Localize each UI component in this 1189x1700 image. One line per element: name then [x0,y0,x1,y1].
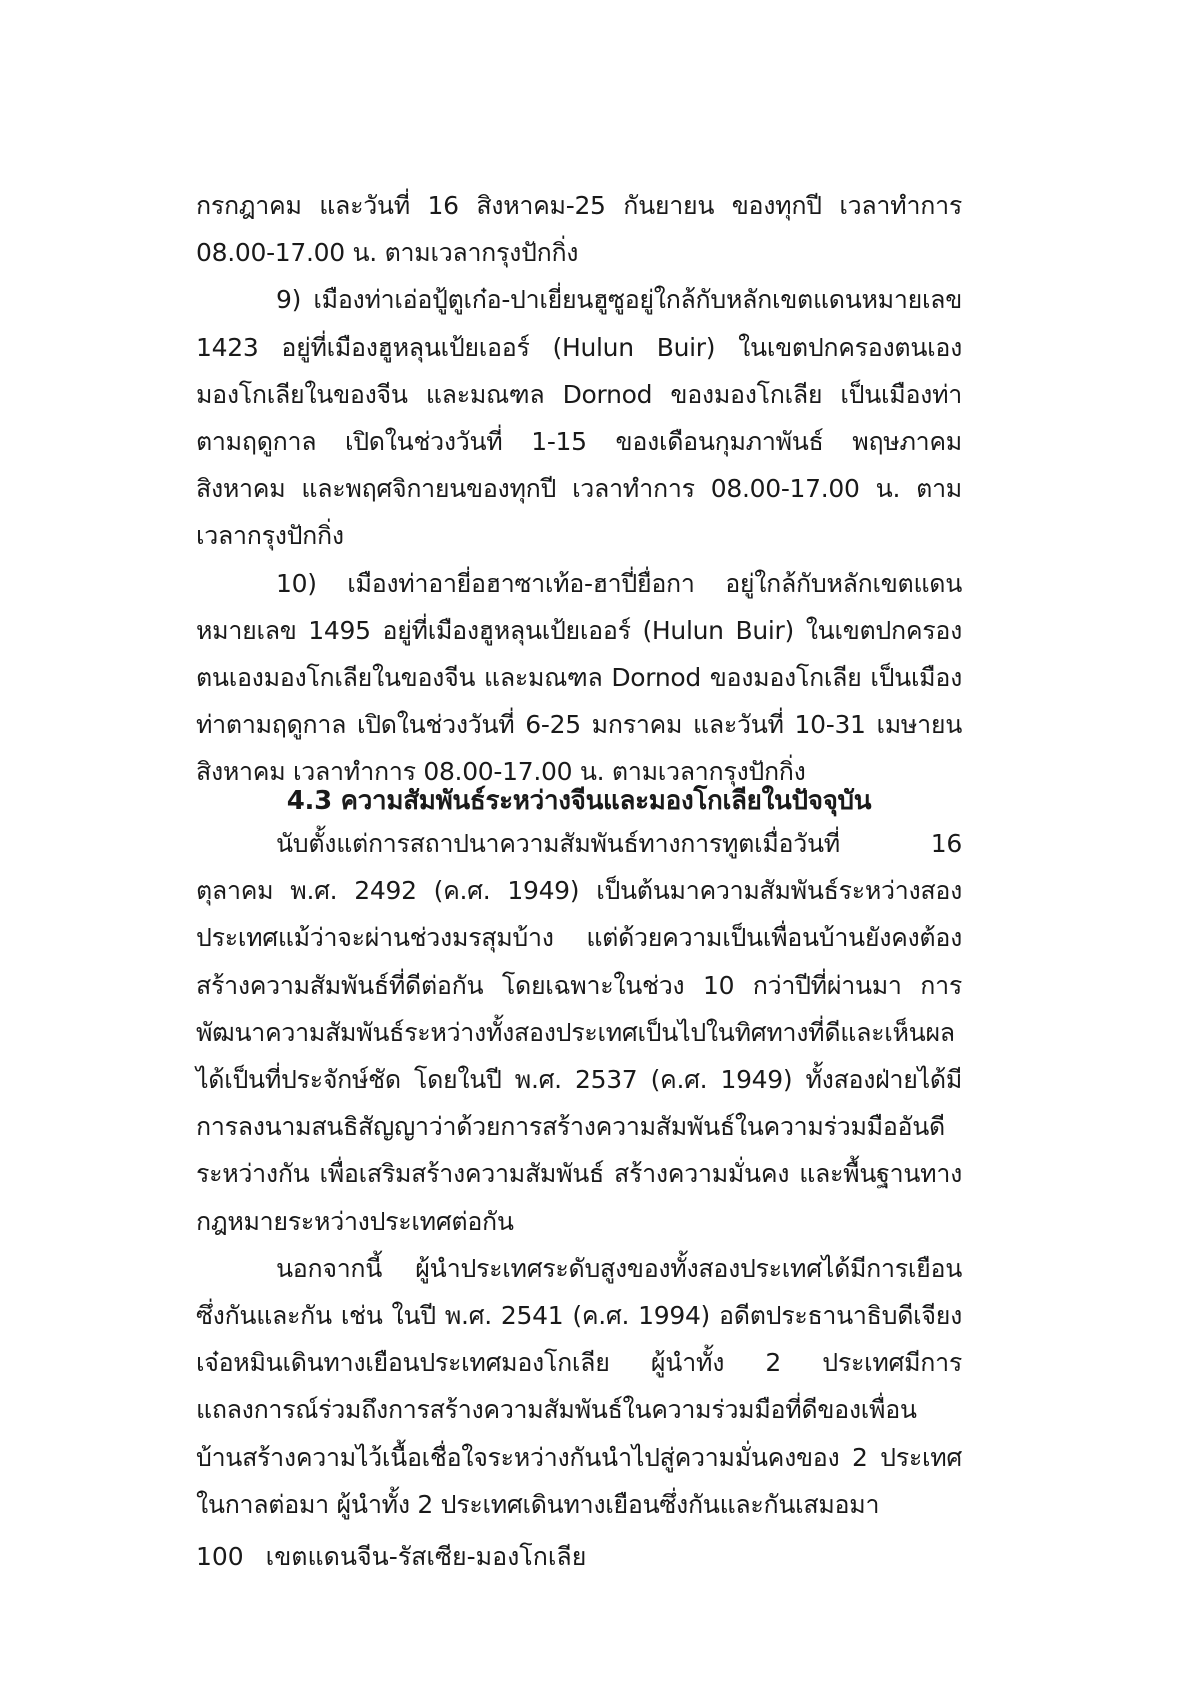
page-number: 100 [196,1542,244,1571]
section-body [196,820,962,1528]
section-continued-text [196,182,962,796]
paragraph: นอกจากนี้ ผู้นำประเทศระดับสูงของทั้งสองประเทศได้มีการเยือนซึ่งกันและกัน เช่น ในปี พ.ศ. 2541 (ค.ศ. 1994) อดีตประธานาธิบดีเจียงเจ๋อหมินเดินทางเยือนประเทศมองโกเลีย ผู้นำทั้ง 2 ประเทศมีการแถลงการณ์ร่วมถึงการสร้างความสัมพันธ์ในความร่วมมือที่ดีของเพื่อนบ้านสร้างความไว้เนื้อเชื่อใจระหว่างกันนำไปสู่ความมั่นคงของ 2 ประเทศในกาลต่อมา ผู้นำทั้ง 2 ประเทศเดินทางเยือนซึ่งกันและกันเสมอมา [196,1253,962,1519]
paragraph: 9) เมืองท่าเอ่อปู้ตูเก๋อ-ปาเยี่ยนฮูซูอยู่ใกล้กับหลักเขตแดนหมายเลข 1423 อยู่ที่เมืองฮูหลุนเป้ยเออร์ (Hulun Buir) ในเขตปกครองตนเองมองโกเลียในของจีน และมณฑล Dornod ของมองโกเลีย เป็นเมืองท่าตามฤดูกาล เปิดในช่วงวันที่ 1-15 ของเดือนกุมภาพันธ์ พฤษภาคม สิงหาคม และพฤศจิกายนของทุกปี เวลาทำการ 08.00-17.00 น. ตามเวลากรุงปักกิ่ง [196,285,962,551]
running-title: เขตแดนจีน-รัสเซีย-มองโกเลีย [265,1542,587,1571]
section-heading: 4.3 ความสัมพันธ์ระหว่างจีนและมองโกเลียในปัจจุบัน [286,786,872,816]
paragraph: กรกฎาคม และวันที่ 16 สิงหาคม-25 กันยายน ของทุกปี เวลาทำการ 08.00-17.00 น. ตามเวลากรุงปักกิ่ง [196,191,962,268]
paragraph: นับตั้งแต่การสถาปนาความสัมพันธ์ทางการทูตเมื่อวันที่ 16 ตุลาคม พ.ศ. 2492 (ค.ศ. 1949) เป็นต้นมาความสัมพันธ์ระหว่างสองประเทศแม้ว่าจะผ่านช่วงมรสุมบ้าง แต่ด้วยความเป็นเพื่อนบ้านยังคงต้องสร้างความสัมพันธ์ที่ดีต่อกัน โดยเฉพาะในช่วง 10 กว่าปีที่ผ่านมา การพัฒนาความสัมพันธ์ระหว่างทั้งสองประเทศเป็นไปในทิศทางที่ดีและเห็นผลได้เป็นที่ประจักษ์ชัด โดยในปี พ.ศ. 2537 (ค.ศ. 1949) ทั้งสองฝ่ายได้มีการลงนามสนธิสัญญาว่าด้วยการสร้างความสัมพันธ์ในความร่วมมืออันดีระหว่างกัน เพื่อเสริมสร้างความสัมพันธ์ สร้างความมั่นคง และพื้นฐานทางกฎหมายระหว่างประเทศต่อกัน [196,829,962,1236]
page-footer [196,1537,586,1577]
paragraph: 10) เมืองท่าอายี่อฮาซาเท้อ-ฮาปี่ยื่อกา อยู่ใกล้กับหลักเขตแดนหมายเลข 1495 อยู่ที่เมืองฮูหลุนเป้ยเออร์ (Hulun Buir) ในเขตปกครองตนเองมองโกเลียในของจีน และมณฑล Dornod ของมองโกเลีย เป็นเมืองท่าตามฤดูกาล เปิดในช่วงวันที่ 6-25 มกราคม และวันที่ 10-31 เมษายน สิงหาคม เวลาทำการ 08.00-17.00 น. ตามเวลากรุงปักกิ่ง [196,568,962,787]
